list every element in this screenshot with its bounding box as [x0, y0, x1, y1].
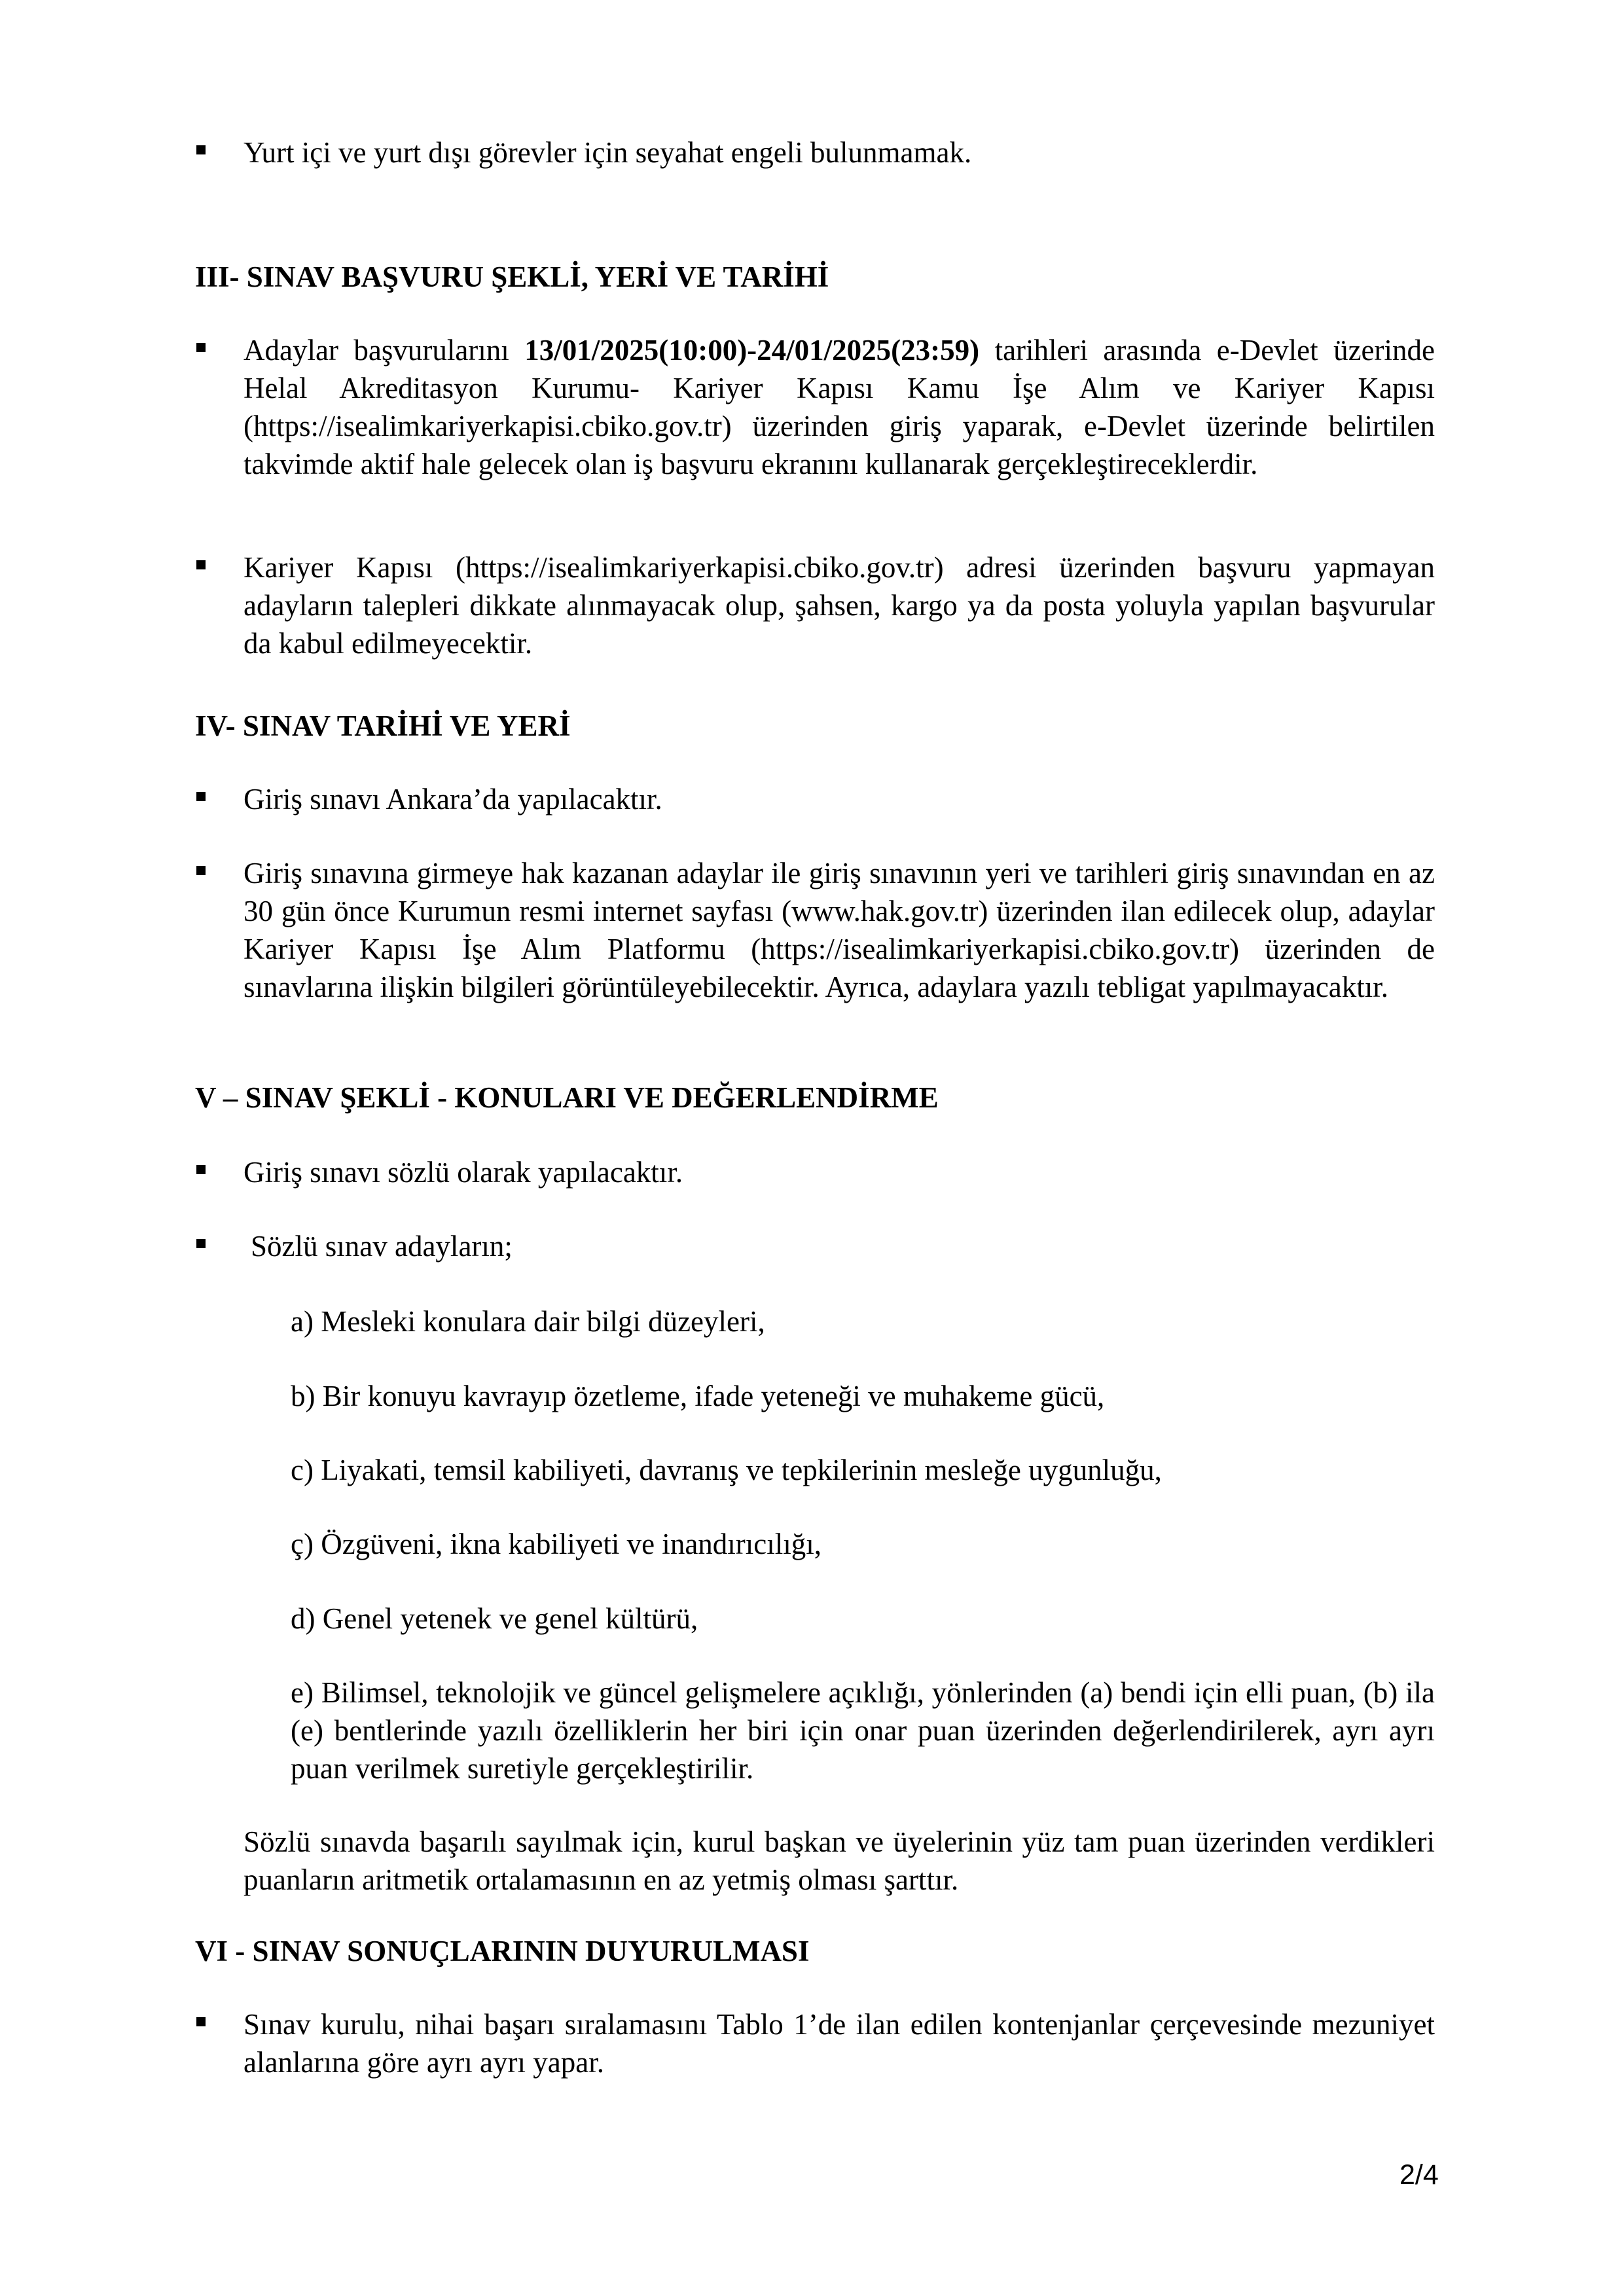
section-4-paragraph-1: Giriş sınavı Ankara’da yapılacaktır. — [244, 783, 662, 816]
bullet-marker — [196, 2017, 206, 2026]
bullet-marker — [196, 866, 206, 875]
section-6-paragraph-1: Sınav kurulu, nihai başarı sıralamasını Tablo 1’de ilan edilen kontenjanlar çerçevesinde mezuniyet alanlarına göre ayrı ayrı yapar. — [244, 2008, 1435, 2079]
bullet-marker — [196, 1165, 206, 1174]
page-number: 2/4 — [1399, 2159, 1439, 2191]
application-intro: Adaylar başvurularını — [244, 334, 525, 367]
criteria-item-e: e) Bilimsel, teknolojik ve güncel gelişmelere açıklığı, yönlerinden (a) bendi için elli puan, (b) ila (e) bentlerinde yazılı özelliklerin her biri için onar puan üzerinden değerlendirilerek, ayrı ayrı puan verilmek suretiyle gerçekleştirilir. — [291, 1676, 1435, 1785]
section-6-heading: VI - SINAV SONUÇLARININ DUYURULMASI — [195, 1935, 810, 1967]
section-3-paragraph-2: Kariyer Kapısı (https://isealimkariyerkapisi.cbiko.gov.tr) adresi üzerinden başvuru yapmayan adayların talepleri dikkate alınmayacak olup, şahsen, kargo ya da posta yoluyla yapılan başvurular da kabul edilmeyecektir. — [244, 551, 1435, 660]
section-5-paragraph-2: Sözlü sınav adayların; — [251, 1230, 513, 1263]
criteria-item-b: b) Bir konuyu kavrayıp özetleme, ifade yeteneği ve muhakeme gücü, — [291, 1380, 1105, 1412]
section-5-closing: Sözlü sınavda başarılı sayılmak için, kurul başkan ve üyelerinin yüz tam puan üzerinden verdikleri puanların aritmetik ortalamasının en az yetmiş olması şarttır. — [244, 1825, 1435, 1896]
bullet-travel: Yurt içi ve yurt dışı görevler için seyahat engeli bulunmamak. — [244, 136, 972, 169]
section-3-heading: III- SINAV BAŞVURU ŞEKLİ, YERİ VE TARİHİ — [195, 260, 829, 293]
bullet-marker — [196, 145, 206, 154]
criteria-item-c: c) Liyakati, temsil kabiliyeti, davranış ve tepkilerinin mesleğe uygunluğu, — [291, 1454, 1162, 1486]
section-5-paragraph-1: Giriş sınavı sözlü olarak yapılacaktır. — [244, 1156, 683, 1189]
application-dates: 13/01/2025(10:00)-24/01/2025(23:59) — [524, 334, 980, 367]
criteria-item-a: a) Mesleki konulara dair bilgi düzeyleri, — [291, 1305, 765, 1338]
section-4-paragraph-2: Giriş sınavına girmeye hak kazanan adaylar ile giriş sınavının yeri ve tarihleri giriş sınavından en az 30 gün önce Kurumun resmi internet sayfası (www.hak.gov.tr) üzerinden ilan edilecek olup, adaylar Kariyer Kapısı İşe Alım Platformu (https://isealimkariyerkapisi.cbiko.gov.tr) üzerinden de sınavlarına ilişkin bilgileri görüntüleyebilecektir. Ayrıca, adaylara yazılı tebligat yapılmayacaktır. — [244, 857, 1435, 1003]
section-3-paragraph-1 — [244, 331, 1435, 483]
bullet-marker — [196, 792, 206, 801]
bullet-marker — [196, 1239, 206, 1248]
bullet-marker — [196, 560, 206, 569]
section-5-heading: V – SINAV ŞEKLİ - KONULARI VE DEĞERLENDİRME — [195, 1081, 939, 1114]
section-4-heading: IV- SINAV TARİHİ VE YERİ — [195, 709, 571, 742]
application-details: tarihleri arasında e-Devlet üzerinde Helal Akreditasyon Kurumu- Kariyer Kapısı Kamu İşe Alım ve Kariyer Kapısı (https://isealimkariyerkapisi.cbiko.gov.tr) üzerinden giriş yaparak, e-Devlet üzerinde belirtilen takvimde aktif hale gelecek olan iş başvuru ekranını kullanarak gerçekleştireceklerdir. — [244, 334, 1435, 480]
criteria-item-d: d) Genel yetenek ve genel kültürü, — [291, 1602, 698, 1635]
criteria-item-c-cedilla: ç) Özgüveni, ikna kabiliyeti ve inandırıcılığı, — [291, 1528, 822, 1560]
bullet-marker — [196, 343, 206, 352]
